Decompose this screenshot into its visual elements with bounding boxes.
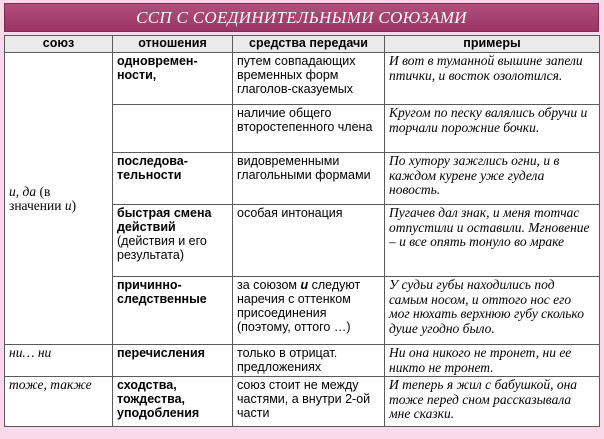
means-conjunction: и bbox=[300, 278, 309, 292]
title-bar bbox=[4, 3, 599, 32]
relation-cell bbox=[113, 205, 233, 277]
page-title: ССП С СОЕДИНИТЕЛЬНЫМИ СОЮЗАМИ bbox=[136, 7, 467, 27]
example-cell: Ни она никого не тронет, ни ее никто не тронет. bbox=[385, 345, 600, 377]
relation-cell: сходства, тождества, уподобления bbox=[113, 377, 233, 427]
example-cell: По хутору зажглись огни, и в каждом курене уже гудела новость. bbox=[385, 153, 600, 205]
means-cell bbox=[233, 277, 385, 345]
relation-cell bbox=[113, 277, 233, 345]
header-row bbox=[5, 36, 600, 53]
means-text: следуют наречия с оттенком присоединения (поэтому, оттого …) bbox=[237, 278, 361, 334]
conjunction-cell-ni-ni: ни… ни bbox=[5, 345, 113, 377]
relation-cell bbox=[113, 153, 233, 205]
header-relations: отношения bbox=[113, 36, 233, 53]
means-cell: путем совпадающих временных форм глаголов-сказуемых bbox=[233, 53, 385, 105]
header-conjunction: союз bbox=[5, 36, 113, 53]
means-text: за союзом bbox=[237, 278, 301, 292]
conjunction-cell-i-da bbox=[5, 53, 113, 345]
table-row bbox=[5, 345, 600, 377]
means-cell: союз стоит не между частями, а внутри 2-ой части bbox=[233, 377, 385, 427]
means-cell: особая интонация bbox=[233, 205, 385, 277]
example-cell: Кругом по песку валялись обручи и торчали порожние бочки. bbox=[385, 105, 600, 153]
relation-text: последова- тельности bbox=[117, 154, 188, 182]
header-means: средства передачи bbox=[233, 36, 385, 53]
conjunction-note: ) bbox=[71, 197, 77, 213]
example-cell: И вот в туманной вышине запели птички, и восток озолотился. bbox=[385, 53, 600, 105]
conjunction-cell-tozhe: тоже, также bbox=[5, 377, 113, 427]
conjunction-note: значении bbox=[9, 197, 65, 213]
conjunction-note: (в bbox=[36, 183, 51, 199]
example-cell: И теперь я жил с бабушкой, она тоже перед сном рассказывала мне сказки. bbox=[385, 377, 600, 427]
means-cell: видовременными глагольными формами bbox=[233, 153, 385, 205]
table-row bbox=[5, 53, 600, 105]
means-cell: только в отрицат. предложениях bbox=[233, 345, 385, 377]
relation-cell: перечисления bbox=[113, 345, 233, 377]
table-row bbox=[5, 377, 600, 427]
relation-text: одновремен- ности, bbox=[117, 54, 198, 82]
relation-text: причинно- следственные bbox=[117, 278, 207, 306]
conjunctions-table bbox=[4, 35, 600, 427]
example-cell: У судьи губы находились под самым носом, и оттого нос его мог нюхать верхнюю губу сколько душе угодно было. bbox=[385, 277, 600, 345]
relation-cell bbox=[113, 53, 233, 105]
means-cell: наличие общего второстепенного члена bbox=[233, 105, 385, 153]
example-cell: Пугачев дал знак, и меня тотчас отпустили и оставили. Мгновение – и все опять тонуло во мраке bbox=[385, 205, 600, 277]
relation-text: быстрая смена действий bbox=[117, 206, 212, 234]
header-examples: примеры bbox=[385, 36, 600, 53]
relation-subtext: (действия и его результата) bbox=[117, 234, 207, 262]
conjunction-text: и bbox=[64, 197, 72, 213]
relation-cell bbox=[113, 105, 233, 153]
conjunction-text: и, да bbox=[9, 183, 37, 199]
